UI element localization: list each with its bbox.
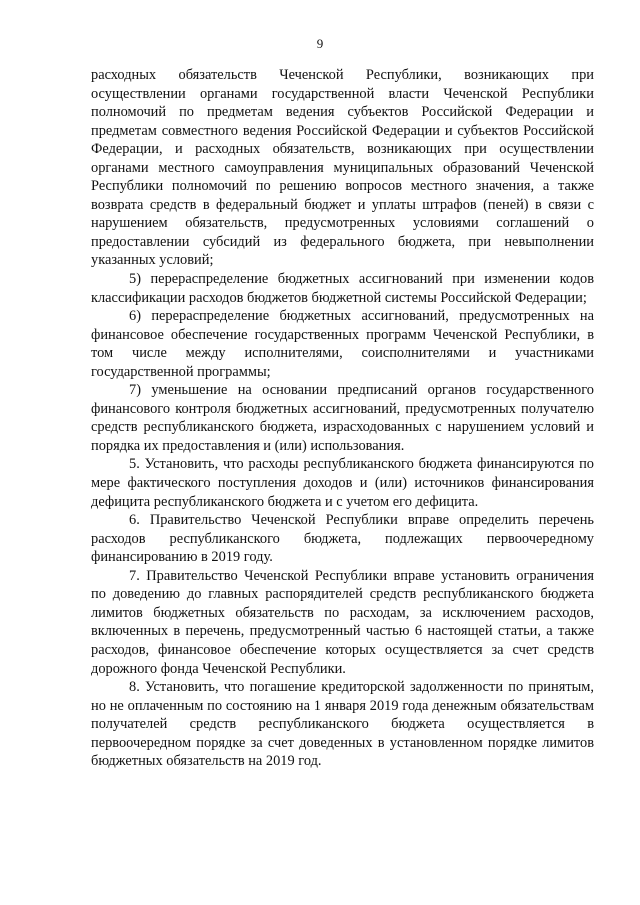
paragraph-item-6: 6) перераспределение бюджетных ассигнований, предусмотренных на финансовое обеспечение государственных программ Чеченской Республики, в том числе между исполнителями, соисполнителями и участниками государственной программы; — [91, 308, 594, 380]
paragraph-continuation: расходных обязательств Чеченской Республики, возникающих при осуществлении органами государственной власти Чеченской Республики полномочий по предметам ведения субъектов Российской Федерации и предметам совместного ведения Российской Федерации и субъектов Российской Федерации, и расходных обязательств, возникающих при осуществлении органами местного самоуправления муниципальных образований Чеченской Республики полномочий по решению вопросов местного значения, а также возврата средств в федеральный бюджет и уплаты штрафов (пеней) в связи с нарушением обязательств, предусмотренных условиями соглашений о предоставлении субсидий из федерального бюджета, при невыполнении указанных условий; — [91, 67, 594, 269]
paragraph-section-8: 8. Установить, что погашение кредиторской задолженности по принятым, но не оплаченным по состоянию на 1 января 2019 года денежным обязательствам получателей средств республиканского бюджета осуществляется в первоочередном порядке за счет доведенных в установленном порядке лимитов бюджетных обязательств на 2019 год. — [91, 679, 594, 770]
paragraph-section-5: 5. Установить, что расходы республиканского бюджета финансируются по мере фактического поступления доходов и (или) источников финансирования дефицита республиканского бюджета и с учетом его дефицита. — [91, 456, 594, 510]
body-text — [91, 66, 594, 771]
paragraph-section-6: 6. Правительство Чеченской Республики вправе определить перечень расходов республиканского бюджета, подлежащих первоочередному финансированию в 2019 году. — [91, 512, 594, 566]
paragraph-item-7: 7) уменьшение на основании предписаний органов государственного финансового контроля бюджетных ассигнований, предусмотренных получателю средств республиканского бюджета, израсходованных с нарушением условий и порядка их предоставления и (или) использования. — [91, 382, 594, 454]
paragraph-item-5: 5) перераспределение бюджетных ассигнований при изменении кодов классификации расходов бюджетов бюджетной системы Российской Федерации; — [91, 271, 594, 306]
page-number: 9 — [316, 36, 324, 51]
paragraph-section-7: 7. Правительство Чеченской Республики вправе установить ограничения по доведению до главных распорядителей средств республиканского бюджета лимитов бюджетных обязательств по расходам, за исключением расходов, включенных в перечень, предусмотренный частью 6 настоящей статьи, а также расходов, финансовое обеспечение которых осуществляется за счет средств дорожного фонда Чеченской Республики. — [91, 567, 594, 677]
